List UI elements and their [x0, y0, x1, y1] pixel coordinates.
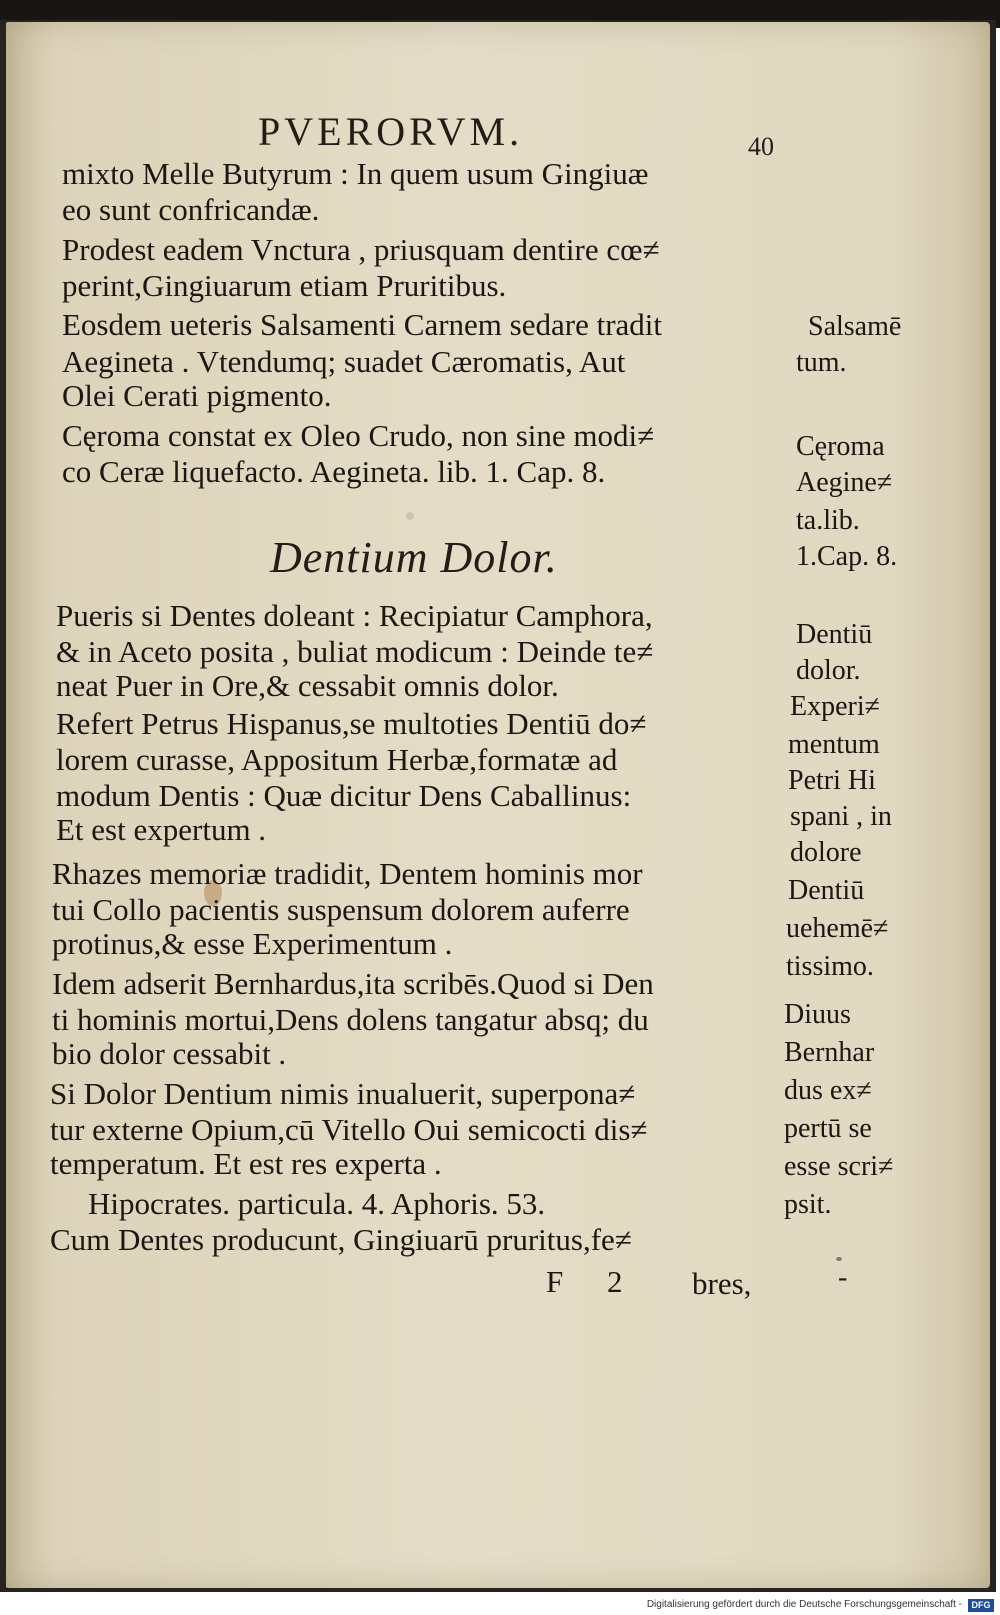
text-line: modum Dentis : Quæ dicitur Dens Caballinus: — [56, 778, 632, 813]
text-line: Cęroma constat ex Oleo Crudo, non sine modi≠ — [62, 418, 655, 453]
margin-note: pertū se — [784, 1113, 872, 1144]
text-line: Cum Dentes producunt, Gingiuarū pruritus,fe≠ — [50, 1222, 632, 1257]
text-line: tui Collo pacientis suspensum dolorem auferre — [52, 892, 630, 927]
text-line: Olei Cerati pigmento. — [62, 378, 332, 413]
margin-note: Salsamē — [808, 311, 902, 342]
text-line: co Ceræ liquefacto. Aegineta. lib. 1. Cap. 8. — [62, 454, 606, 489]
text-line: ti hominis mortui,Dens dolens tangatur absq; du — [52, 1002, 649, 1037]
text-line: bio dolor cessabit . — [52, 1036, 287, 1071]
text-line: temperatum. Et est res experta . — [50, 1146, 442, 1181]
margin-note: Cęroma — [796, 431, 885, 462]
margin-note: Petri Hi — [788, 765, 876, 796]
margin-note: ta.lib. — [796, 505, 860, 536]
margin-note: dolor. — [796, 655, 861, 686]
text-line: eo sunt confricandæ. — [62, 192, 320, 227]
margin-note: Diuus — [784, 999, 851, 1030]
dash-mark: - — [838, 1262, 848, 1293]
text-line: perint,Gingiuarum etiam Pruritibus. — [62, 268, 507, 303]
funding-note: Digitalisierung gefördert durch die Deutsche Forschungsgemeinschaft - — [646, 1599, 962, 1610]
margin-note: Experi≠ — [790, 691, 881, 722]
text-line: & in Aceto posita , buliat modicum : Deinde te≠ — [56, 634, 654, 669]
text-line: protinus,& esse Experimentum . — [52, 926, 453, 961]
margin-note: dolore — [790, 837, 862, 868]
text-line: Pueris si Dentes doleant : Recipiatur Camphora, — [56, 598, 653, 633]
margin-note: uehemē≠ — [786, 913, 889, 944]
paper-stain — [406, 512, 414, 520]
text-line: Idem adserit Bernhardus,ita scribēs.Quod si Den — [52, 966, 654, 1001]
margin-note: Bernhar — [784, 1037, 875, 1068]
section-heading: Dentium Dolor. — [270, 533, 558, 582]
text-line: lorem curasse, Appositum Herbæ,formatæ ad — [56, 742, 618, 777]
text-line: Refert Petrus Hispanus,se multoties Dentiū do≠ — [56, 706, 647, 741]
signature-mark: F 2 — [546, 1264, 641, 1299]
text-line: Eosdem ueteris Salsamenti Carnem sedare tradit — [62, 307, 663, 342]
text-line: Rhazes memoriæ tradidit, Dentem hominis mor — [52, 856, 643, 891]
margin-note: 1.Cap. 8. — [796, 541, 898, 572]
text-line: neat Puer in Ore,& cessabit omnis dolor. — [56, 668, 559, 703]
text-line: Hipocrates. particula. 4. Aphoris. 53. — [88, 1186, 546, 1221]
margin-note: psit. — [784, 1189, 832, 1220]
text-line: Aegineta . Vtendumq; suadet Cæromatis, Aut — [62, 344, 626, 379]
paper-stain — [836, 1257, 842, 1261]
margin-note: tum. — [796, 347, 847, 378]
text-line: Prodest eadem Vnctura , priusquam dentire cœ≠ — [62, 232, 660, 267]
margin-note: dus ex≠ — [784, 1075, 872, 1106]
text-line: tur externe Opium,cū Vitello Oui semicocti dis≠ — [50, 1112, 648, 1147]
dfg-logo: DFG — [968, 1599, 994, 1612]
catchword: bres, — [692, 1266, 752, 1301]
margin-note: Aegine≠ — [796, 467, 893, 498]
margin-note: spani , in — [790, 801, 892, 832]
text-line: mixto Melle Butyrum : In quem usum Gingiuæ — [62, 156, 649, 191]
margin-note: Dentiū — [796, 619, 873, 650]
text-line: Et est expertum . — [56, 812, 267, 847]
folio-number: 40 — [748, 132, 774, 161]
margin-note: mentum — [788, 729, 880, 760]
margin-note: esse scri≠ — [784, 1151, 894, 1182]
margin-note: Dentiū — [788, 875, 865, 906]
text-line: Si Dolor Dentium nimis inualuerit, superpona≠ — [50, 1076, 636, 1111]
margin-note: tissimo. — [786, 951, 874, 982]
running-head: PVERORVM. — [258, 109, 524, 154]
